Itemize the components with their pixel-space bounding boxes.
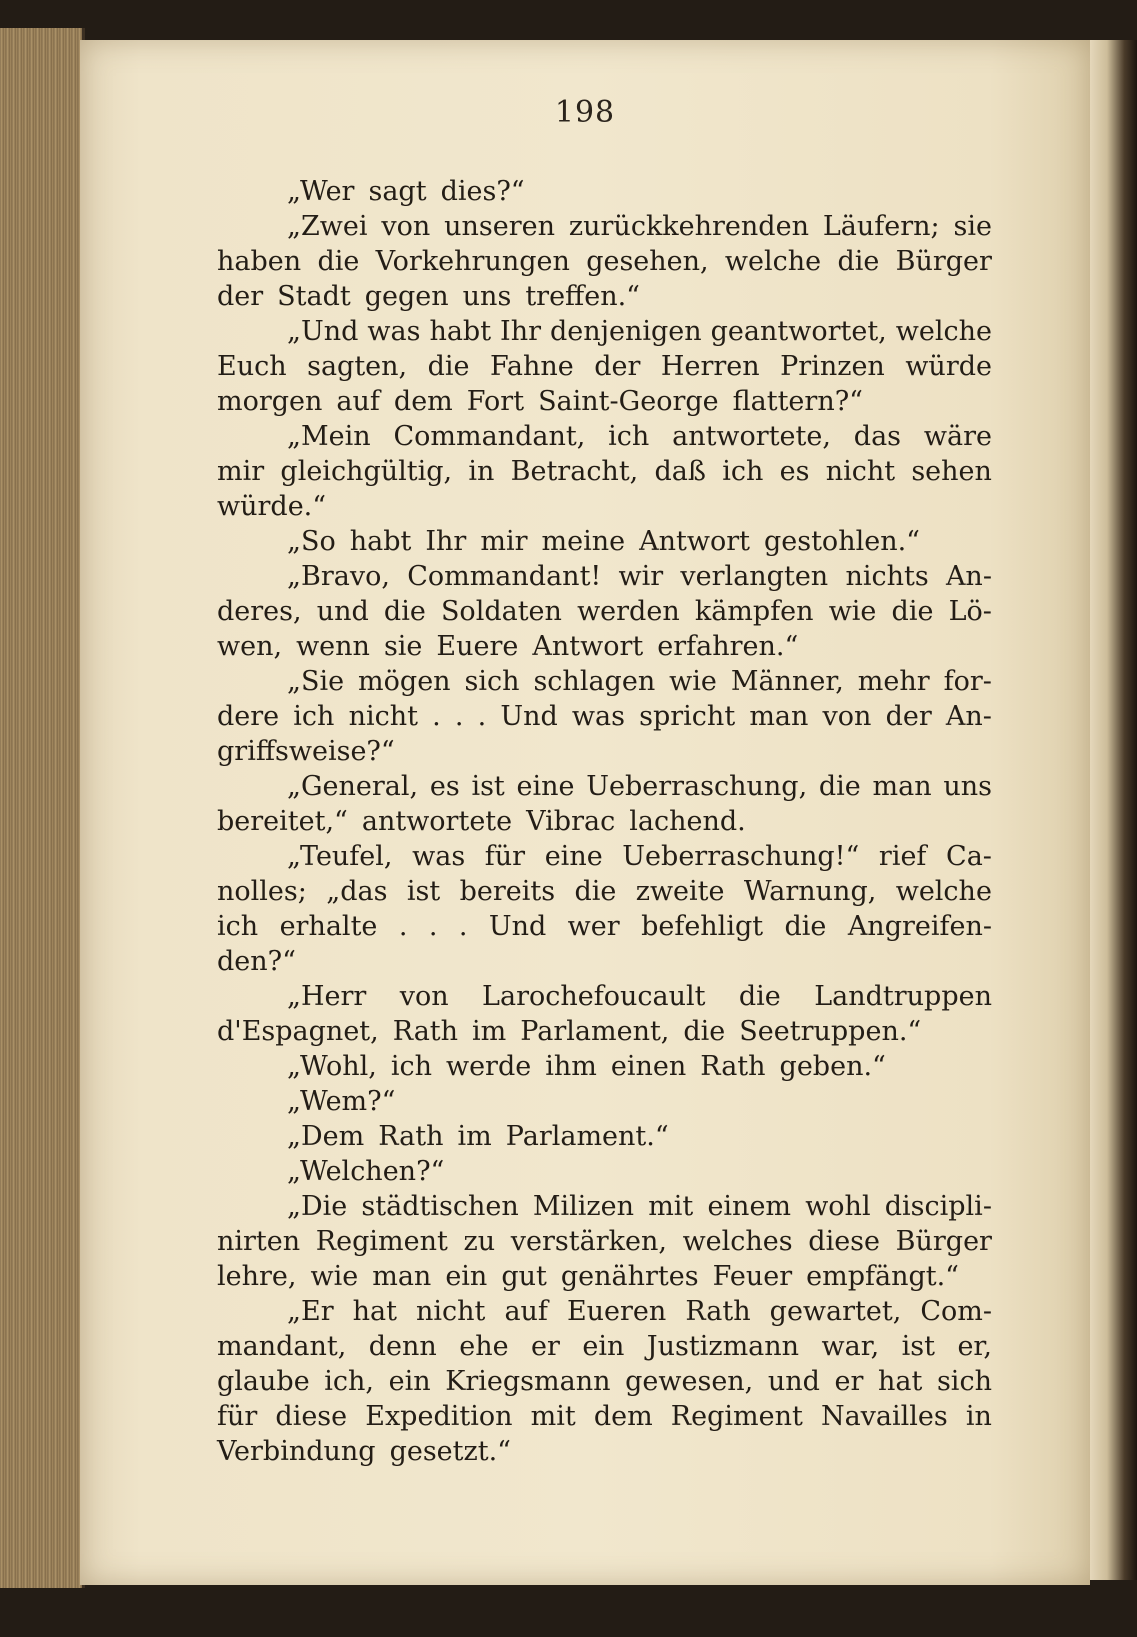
text-line: d'Espagnet, Rath im Parlament, die Seetruppen.“ — [217, 1016, 922, 1047]
text-line: dere ich nicht . . . Und was spricht man von der An- — [217, 701, 992, 732]
text-line: glaube ich, ein Kriegsmann gewesen, und er hat sich — [217, 1366, 992, 1397]
text-line: „Dem Rath im Parlament.“ — [287, 1121, 669, 1152]
text-line: würde.“ — [217, 491, 327, 522]
text-line: deres, und die Soldaten werden kämpfen wie die Lö- — [217, 596, 992, 627]
text-line: „Sie mögen sich schlagen wie Männer, mehr for- — [287, 666, 992, 697]
text-line: „Welchen?“ — [287, 1156, 445, 1187]
text-line: Euch sagten, die Fahne der Herren Prinzen würde — [217, 351, 992, 382]
text-line: „Zwei von unseren zurückkehrenden Läufern; sie — [287, 211, 992, 242]
text-line: „Teufel, was für eine Ueberraschung!“ rief Ca- — [287, 841, 992, 872]
text-line: haben die Vorkehrungen gesehen, welche die Bürger — [217, 246, 992, 277]
body-text — [217, 174, 992, 1469]
text-line: „So habt Ihr mir meine Antwort gestohlen.“ — [287, 526, 920, 557]
text-line: morgen auf dem Fort Saint-George flattern?“ — [217, 386, 863, 417]
text-line: „General, es ist eine Ueberraschung, die man uns — [287, 771, 992, 802]
text-line: lehre, wie man ein gut genährtes Feuer empfängt.“ — [217, 1261, 959, 1292]
text-line: griffsweise?“ — [217, 736, 395, 767]
text-line: „Wer sagt dies?“ — [287, 176, 525, 207]
text-line: mandant, denn ehe er ein Justizmann war, ist er, — [217, 1331, 992, 1362]
text-line: wen, wenn sie Euere Antwort erfahren.“ — [217, 631, 799, 662]
text-line: „Die städtischen Milizen mit einem wohl discipli- — [287, 1191, 992, 1222]
text-line: der Stadt gegen uns treffen.“ — [217, 281, 640, 312]
text-line: „Und was habt Ihr denjenigen geantwortet, welche — [287, 316, 992, 347]
text-line: „Mein Commandant, ich antwortete, das wäre — [287, 421, 992, 452]
text-line: „Wohl, ich werde ihm einen Rath geben.“ — [287, 1051, 886, 1082]
text-line: für diese Expedition mit dem Regiment Navailles in — [217, 1401, 992, 1432]
text-line: „Bravo, Commandant! wir verlangten nichts An- — [287, 561, 992, 592]
text-line: nolles; „das ist bereits die zweite Warnung, welche — [217, 876, 992, 907]
text-line: bereitet,“ antwortete Vibrac lachend. — [217, 806, 746, 837]
page-edges — [0, 28, 85, 1588]
binding-shadow — [1087, 40, 1137, 1580]
page-number: 198 — [554, 95, 616, 130]
text-line: „Herr von Larochefoucault die Landtruppen — [287, 981, 992, 1012]
text-line: den?“ — [217, 946, 296, 977]
text-line: „Wem?“ — [287, 1086, 396, 1117]
text-line: mir gleichgültig, in Betracht, daß ich es nicht sehen — [217, 456, 992, 487]
text-line: Verbindung gesetzt.“ — [217, 1436, 511, 1467]
text-line: „Er hat nicht auf Eueren Rath gewartet, Com- — [287, 1296, 992, 1327]
text-line: ich erhalte . . . Und wer befehligt die Angreifen- — [217, 911, 992, 942]
book-page — [80, 40, 1090, 1585]
text-line: nirten Regiment zu verstärken, welches diese Bürger — [217, 1226, 992, 1257]
